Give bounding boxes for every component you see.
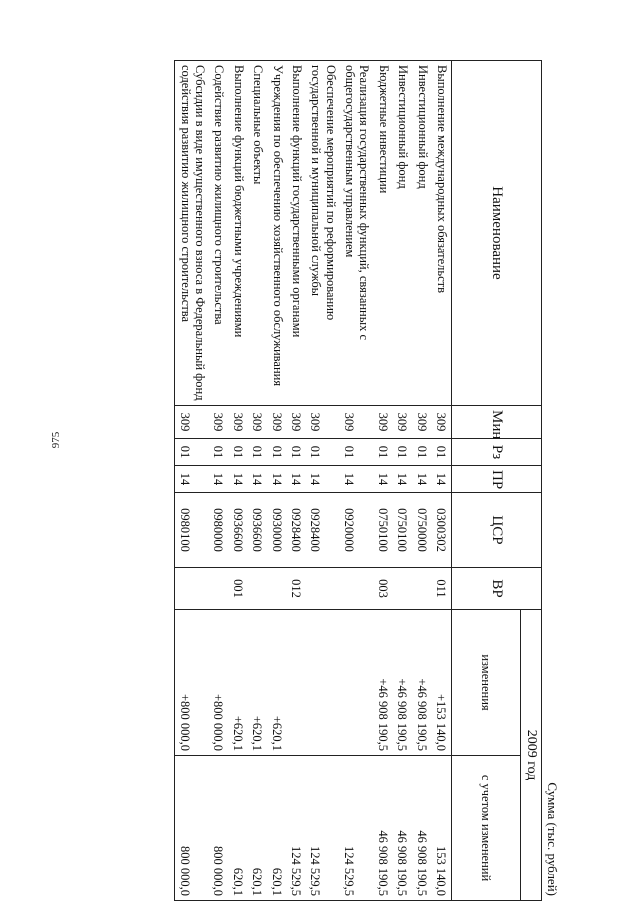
row-total: 620,1 [228,756,247,901]
row-pr: 14 [340,466,374,493]
row-min: 309 [393,406,412,439]
row-name: Бюджетные инвестиции [373,61,392,406]
row-total: 124 529,5 [306,756,340,901]
row-rz: 01 [373,439,392,466]
row-name: Инвестиционный фонд [393,61,412,406]
budget-table [174,60,542,901]
row-change: +800 000,0 [175,610,209,756]
row-min: 309 [287,406,306,439]
row-csr: 0928400 [287,493,306,568]
row-rz: 01 [306,439,340,466]
row-total: 800 000,0 [175,756,209,901]
row-min: 309 [267,406,286,439]
header-pr: ПР [451,466,541,493]
unit-label: Сумма (тыс. рублей) [545,782,560,896]
row-pr: 14 [175,466,209,493]
row-vr: 003 [373,568,392,610]
row-change [306,610,340,756]
row-name: Учреждения по обеспечению хозяйственного обслуживания [267,61,286,406]
table-row [340,61,374,901]
row-csr: 0750100 [393,493,412,568]
row-total: 46 908 190,5 [412,756,431,901]
row-csr: 0920000 [340,493,374,568]
table-row [432,61,452,901]
row-rz: 01 [340,439,374,466]
budget-document [150,60,560,900]
row-csr: 0936600 [248,493,267,568]
row-min: 309 [306,406,340,439]
row-name: Реализация государственных функций, связанных с общегосударственным управлением [340,61,374,406]
row-pr: 14 [287,466,306,493]
row-name: Специальные объекты [248,61,267,406]
row-change: +153 140,0 [432,610,452,756]
row-min: 309 [175,406,209,439]
row-name: Содействие развитию жилищного строительства [209,61,228,406]
row-rz: 01 [228,439,247,466]
row-pr: 14 [267,466,286,493]
row-pr: 14 [373,466,392,493]
header-rz: Рз [451,439,541,466]
page-number: 975 [50,431,62,449]
row-rz: 01 [412,439,431,466]
row-csr: 0928400 [306,493,340,568]
table-row [373,61,392,901]
row-change [287,610,306,756]
row-pr: 14 [209,466,228,493]
row-pr: 14 [306,466,340,493]
row-pr: 14 [248,466,267,493]
row-change [340,610,374,756]
row-pr: 14 [393,466,412,493]
row-vr [175,568,209,610]
row-pr: 14 [228,466,247,493]
row-rz: 01 [393,439,412,466]
row-name: Выполнение международных обязательств [432,61,452,406]
row-name: Инвестиционный фонд [412,61,431,406]
table-row [248,61,267,901]
row-vr [209,568,228,610]
row-csr: 0930000 [267,493,286,568]
row-rz: 01 [209,439,228,466]
row-min: 309 [340,406,374,439]
row-change: +46 908 190,5 [412,610,431,756]
header-min: Мин [451,406,541,439]
row-min: 309 [373,406,392,439]
header-changes: изменения [451,610,520,756]
table-row [306,61,340,901]
row-vr [306,568,340,610]
row-rz: 01 [432,439,452,466]
row-csr: 0980000 [209,493,228,568]
row-name: Выполнение функций государственными органами [287,61,306,406]
row-total: 46 908 190,5 [373,756,392,901]
row-csr: 0300302 [432,493,452,568]
header-year: 2009 год [520,610,541,901]
row-total: 620,1 [248,756,267,901]
header-csr: ЦСР [451,493,541,568]
row-vr: 011 [432,568,452,610]
row-vr [393,568,412,610]
row-csr: 0750000 [412,493,431,568]
header-with-changes: с учетом изменений [451,756,520,901]
table-row [175,61,209,901]
table-row [412,61,431,901]
row-total: 800 000,0 [209,756,228,901]
table-body [175,61,452,901]
row-pr: 14 [412,466,431,493]
row-change: +46 908 190,5 [373,610,392,756]
row-total: 620,1 [267,756,286,901]
header-name: Наименование [451,61,541,406]
row-change: +620,1 [267,610,286,756]
table-row [267,61,286,901]
header-vr: ВР [451,568,541,610]
row-min: 309 [209,406,228,439]
row-change: +620,1 [228,610,247,756]
table-row [228,61,247,901]
row-name: Обеспечение мероприятий по реформированию государственной и муниципальной службы [306,61,340,406]
row-vr: 012 [287,568,306,610]
row-rz: 01 [248,439,267,466]
row-rz: 01 [267,439,286,466]
row-change: +46 908 190,5 [393,610,412,756]
row-min: 309 [432,406,452,439]
row-total: 153 140,0 [432,756,452,901]
row-vr: 001 [228,568,247,610]
row-vr [340,568,374,610]
row-vr [412,568,431,610]
row-rz: 01 [287,439,306,466]
row-change: +620,1 [248,610,267,756]
row-csr: 0936600 [228,493,247,568]
table-row [209,61,228,901]
table-row [393,61,412,901]
row-total: 124 529,5 [340,756,374,901]
row-name: Субсидии в виде имущественного взноса в Федеральный фонд содействия развитию жилищного строительства [175,61,209,406]
row-pr: 14 [432,466,452,493]
row-rz: 01 [175,439,209,466]
row-csr: 0980100 [175,493,209,568]
table-row [287,61,306,901]
row-vr [248,568,267,610]
row-min: 309 [412,406,431,439]
row-min: 309 [228,406,247,439]
row-csr: 0750100 [373,493,392,568]
row-total: 124 529,5 [287,756,306,901]
row-min: 309 [248,406,267,439]
row-change: +800 000,0 [209,610,228,756]
row-vr [267,568,286,610]
row-name: Выполнение функций бюджетными учреждениями [228,61,247,406]
row-total: 46 908 190,5 [393,756,412,901]
